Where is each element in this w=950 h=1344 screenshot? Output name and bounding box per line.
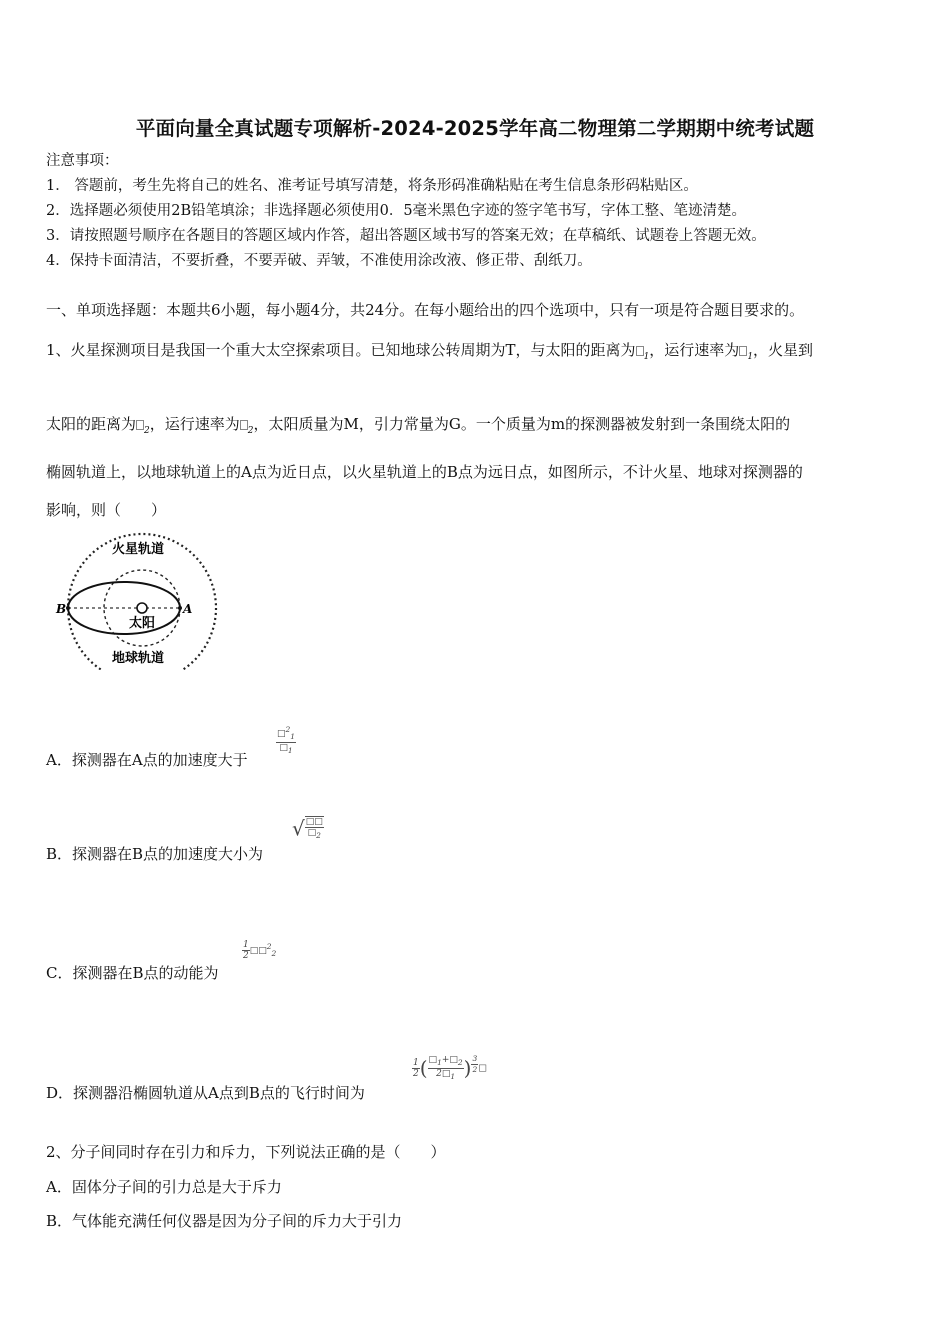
q1-option-a: A．探测器在A点的加速度大于	[46, 751, 248, 769]
note-item-4: 4．保持卡面清洁，不要折叠，不要弄破、弄皱，不准使用涂改液、修正带、刮纸刀。	[46, 253, 592, 269]
q1-text-1b: ，运行速率为	[649, 341, 740, 359]
formula-c: $\frac{1}{2}$ □□$^2_2$	[243, 940, 277, 961]
q1-text-1c: ，火星到	[753, 341, 814, 359]
point-a-label: A	[183, 602, 193, 616]
point-b-label: B	[56, 602, 67, 616]
formula-d: $\frac{1}{2}$ ( $\frac{□_1+□_2}{2□_1}$ ) $^{\frac{3}{2}}$ □	[413, 1054, 487, 1081]
q1-text-2c: ，太阳质量为M，引力常量为G。一个质量为m的探测器被发射到一条围绕太阳的	[253, 415, 791, 433]
q1-sym-v2: 2	[247, 426, 254, 436]
sun-marker	[137, 603, 147, 613]
q1-text-2a: 太阳的距离为	[46, 415, 137, 433]
earth-orbit-label: 地球轨道	[112, 651, 165, 666]
q1-option-d: D．探测器沿椭圆轨道从A点到B点的飞行时间为	[46, 1084, 365, 1102]
q1-sym-r1: 1	[643, 352, 650, 362]
q1-line-1	[46, 340, 813, 367]
note-item-3: 3．请按照题号顺序在各题目的答题区域内作答，超出答题区域书写的答案无效；在草稿纸、试题卷上答题无效。	[46, 228, 766, 244]
section-heading: 一、单项选择题：本题共6小题，每小题4分，共24分。在每小题给出的四个选项中，只有一项是符合题目要求的。	[46, 301, 805, 319]
orbit-diagram	[52, 528, 224, 670]
q1-sym-v1: 1	[747, 352, 754, 362]
notes-heading: 注意事项：	[46, 153, 119, 169]
q1-line-3: 椭圆轨道上，以地球轨道上的A点为近日点，以火星轨道上的B点为远日点，如图所示，不计火星、地球对探测器的	[46, 463, 803, 481]
note-item-2: 2．选择题必须使用2B铅笔填涂；非选择题必须使用0．5毫米黑色字迹的签字笔书写，字体工整、笔迹清楚。	[46, 203, 747, 219]
formula-a: $\frac{□^2_1}{□_1}$	[277, 725, 296, 755]
point-a-dot	[178, 606, 182, 610]
q2-option-b: B．气体能充满任何仪器是因为分子间的斥力大于引力	[46, 1212, 403, 1230]
q2-stem: 2、分子间同时存在引力和斥力，下列说法正确的是（ ）	[46, 1143, 446, 1161]
symbol-v-box	[240, 420, 248, 430]
point-b-dot	[66, 606, 70, 610]
sun-label: 太阳	[129, 616, 156, 631]
q1-sym-r2: 2	[144, 426, 150, 436]
symbol-r-box	[636, 346, 644, 356]
mars-orbit-label: 火星轨道	[112, 542, 165, 557]
formula-b: √ $\frac{□□}{□_2}$	[292, 816, 323, 841]
q2-option-a: A．固体分子间的引力总是大于斥力	[46, 1178, 282, 1196]
q1-option-c: C．探测器在B点的动能为	[46, 964, 219, 982]
page-title: 平面向量全真试题专项解析-2024-2025学年高二物理第二学期期中统考试题	[135, 117, 815, 140]
q1-option-b: B．探测器在B点的加速度大小为	[46, 845, 264, 863]
q1-line-4: 影响，则（ ）	[46, 501, 167, 519]
symbol-r-box	[136, 420, 144, 430]
note-item-1: 1． 答题前，考生先将自己的姓名、准考证号填写清楚，将条形码准确粘贴在考生信息条形码粘贴区。	[46, 178, 698, 194]
q1-text-2b: ，运行速率为	[149, 415, 240, 433]
q1-line-2	[46, 414, 790, 441]
q1-text-1a: 1、火星探测项目是我国一个重大太空探索项目。已知地球公转周期为T，与太阳的距离为	[46, 341, 636, 359]
